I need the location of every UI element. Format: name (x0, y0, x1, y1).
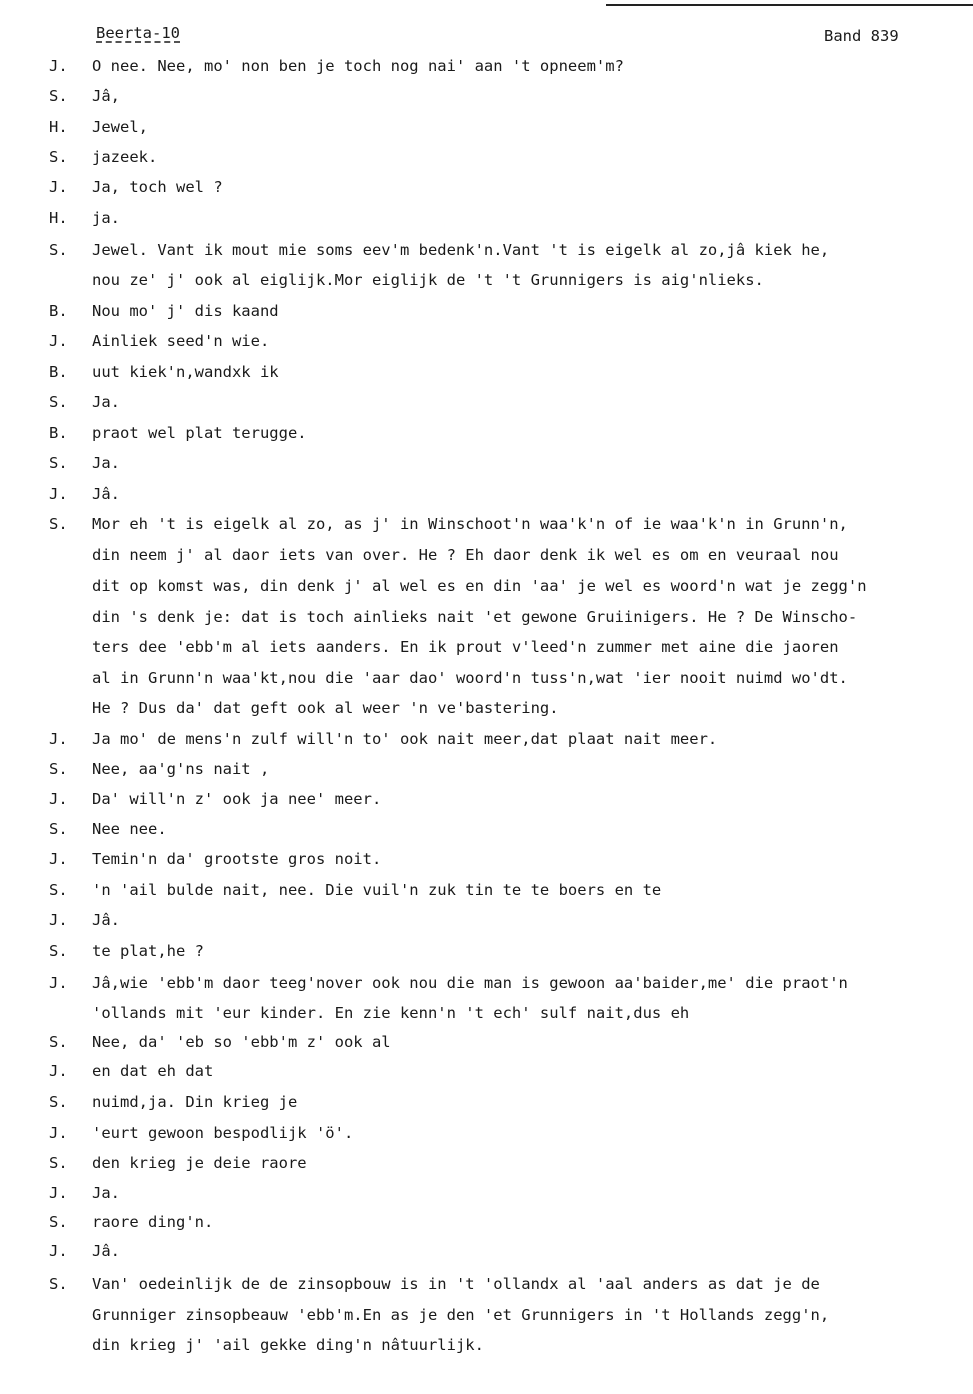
utterance-text: uut kiek'n,wandxk ik (92, 363, 279, 381)
document-id: Beerta-10 (96, 24, 180, 42)
top-rule (606, 4, 973, 6)
tape-number: Band 839 (824, 27, 899, 45)
utterance-text: raore ding'n. (92, 1213, 214, 1231)
utterance-text: Jâ,wie 'ebb'm daor teeg'nover ook nou die man is gewoon aa'baider,me' die praot'n (92, 974, 848, 992)
utterance-text: Grunniger zinsopbeauw 'ebb'm.En as je den 'et Grunnigers in 't Hollands zegg'n, (92, 1306, 830, 1324)
utterance-text: Ja. (92, 454, 120, 472)
speaker-initial: S. (49, 148, 68, 166)
utterance-text: Jewel, (92, 118, 148, 136)
utterance-text: Nee, aa'g'ns nait , (92, 760, 270, 778)
utterance-text: Jâ. (92, 1242, 120, 1260)
utterance-text: Temin'n da' grootste gros noit. (92, 850, 382, 868)
speaker-initial: B. (49, 363, 68, 381)
speaker-initial: J. (49, 485, 68, 503)
speaker-initial: S. (49, 515, 68, 533)
speaker-initial: J. (49, 1062, 68, 1080)
speaker-initial: S. (49, 1154, 68, 1172)
utterance-text: ters dee 'ebb'm al iets aanders. En ik prout v'leed'n zummer met aine die jaoren (92, 638, 839, 656)
utterance-text: 'ollands mit 'eur kinder. En zie kenn'n 't ech' sulf nait,dus eh (92, 1004, 690, 1022)
utterance-text: Ja, toch wel ? (92, 178, 223, 196)
utterance-text: Nee nee. (92, 820, 167, 838)
utterance-text: Ainliek seed'n wie. (92, 332, 270, 350)
utterance-text: den krieg je deie raore (92, 1154, 307, 1172)
speaker-initial: S. (49, 760, 68, 778)
speaker-initial: H. (49, 118, 68, 136)
speaker-initial: S. (49, 1213, 68, 1231)
utterance-text: al in Grunn'n waa'kt,nou die 'aar dao' woord'n tuss'n,wat 'ier nooit nuimd wo'dt. (92, 669, 848, 687)
utterance-text: Da' will'n z' ook ja nee' meer. (92, 790, 382, 808)
speaker-initial: S. (49, 87, 68, 105)
speaker-initial: J. (49, 178, 68, 196)
speaker-initial: J. (49, 1124, 68, 1142)
utterance-text: jazeek. (92, 148, 158, 166)
speaker-initial: J. (49, 57, 68, 75)
speaker-initial: S. (49, 1275, 68, 1293)
utterance-text: din 's denk je: dat is toch ainlieks nait 'et gewone Gruiinigers. He ? De Winscho- (92, 608, 858, 626)
speaker-initial: J. (49, 1184, 68, 1202)
speaker-initial: J. (49, 1242, 68, 1260)
speaker-initial: S. (49, 881, 68, 899)
utterance-text: Jâ. (92, 485, 120, 503)
utterance-text: te plat,he ? (92, 942, 204, 960)
utterance-text: Nee, da' 'eb so 'ebb'm z' ook al (92, 1033, 391, 1051)
speaker-initial: H. (49, 209, 68, 227)
utterance-text: ja. (92, 209, 120, 227)
speaker-initial: S. (49, 241, 68, 259)
utterance-text: Van' oedeinlijk de de zinsopbouw is in 't 'ollandx al 'aal anders as dat je de (92, 1275, 820, 1293)
speaker-initial: J. (49, 332, 68, 350)
utterance-text: din neem j' al daor iets van over. He ? Eh daor denk ik wel es om en veuraal nou (92, 546, 839, 564)
utterance-text: Jâ. (92, 911, 120, 929)
speaker-initial: S. (49, 1033, 68, 1051)
utterance-text: en dat eh dat (92, 1062, 214, 1080)
utterance-text: dit op komst was, din denk j' al wel es en din 'aa' je wel es woord'n wat je zegg'n (92, 577, 867, 595)
utterance-text: nuimd,ja. Din krieg je (92, 1093, 298, 1111)
speaker-initial: S. (49, 820, 68, 838)
utterance-text: Nou mo' j' dis kaand (92, 302, 279, 320)
speaker-initial: S. (49, 1093, 68, 1111)
utterance-text: 'eurt gewoon bespodlijk 'ö'. (92, 1124, 354, 1142)
speaker-initial: S. (49, 393, 68, 411)
speaker-initial: B. (49, 302, 68, 320)
speaker-initial: S. (49, 454, 68, 472)
utterance-text: Ja. (92, 393, 120, 411)
utterance-text: din krieg j' 'ail gekke ding'n nâtuurlijk. (92, 1336, 484, 1354)
speaker-initial: B. (49, 424, 68, 442)
utterance-text: Jewel. Vant ik mout mie soms eev'm bedenk'n.Vant 't is eigelk al zo,jâ kiek he, (92, 241, 830, 259)
utterance-text: He ? Dus da' dat geft ook al weer 'n ve'bastering. (92, 699, 559, 717)
speaker-initial: J. (49, 911, 68, 929)
speaker-initial: J. (49, 850, 68, 868)
speaker-initial: S. (49, 942, 68, 960)
speaker-initial: J. (49, 730, 68, 748)
utterance-text: praot wel plat terugge. (92, 424, 307, 442)
utterance-text: Ja. (92, 1184, 120, 1202)
utterance-text: Mor eh 't is eigelk al zo, as j' in Winschoot'n waa'k'n of ie waa'k'n in Grunn'n, (92, 515, 848, 533)
utterance-text: Ja mo' de mens'n zulf will'n to' ook nait meer,dat plaat nait meer. (92, 730, 718, 748)
utterance-text: Jâ, (92, 87, 120, 105)
speaker-initial: J. (49, 974, 68, 992)
utterance-text: nou ze' j' ook al eiglijk.Mor eiglijk de 't 't Grunnigers is aig'nlieks. (92, 271, 764, 289)
utterance-text: O nee. Nee, mo' non ben je toch nog nai' aan 't opneem'm? (92, 57, 624, 75)
utterance-text: 'n 'ail bulde nait, nee. Die vuil'n zuk tin te te boers en te (92, 881, 662, 899)
speaker-initial: J. (49, 790, 68, 808)
